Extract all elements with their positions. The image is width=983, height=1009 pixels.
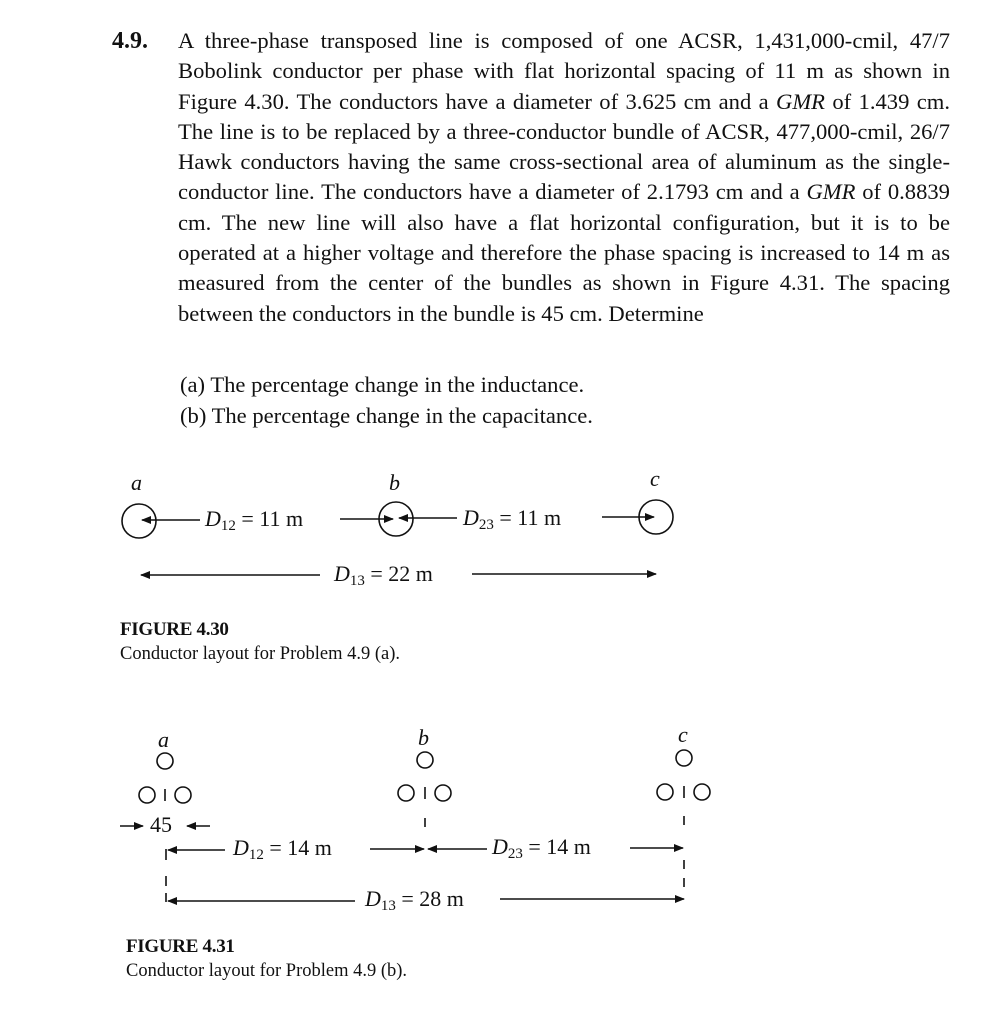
bundle-a-left	[139, 787, 155, 803]
d-symbol: D	[233, 835, 249, 860]
bundle-a-top	[157, 753, 173, 769]
d-subscript: 13	[349, 573, 365, 589]
problem-text-part: of 0.8839 cm. The new line will also have a flat horizontal configuration, but it is to be operated at a higher voltage and therefore the phase spacing is increased to 14 m as measured from the center of the bundles as shown in Figure 4.31. The spacing between the conductors in the bundle is 45 cm. Determine	[178, 179, 950, 326]
phase-label-b: b	[389, 470, 400, 495]
d-subscript: 12	[248, 847, 264, 863]
problem-number: 4.9.	[112, 28, 148, 54]
d-symbol: D	[492, 834, 508, 859]
bundle-a-right	[175, 787, 191, 803]
d-value: = 11 m	[499, 505, 562, 530]
d-subscript: 13	[380, 898, 396, 914]
conductor-a	[122, 504, 156, 538]
subquestion-a: (a) The percentage change in the inductance.	[180, 372, 585, 397]
d-subscript: 23	[507, 846, 523, 862]
d-value: = 14 m	[528, 834, 591, 859]
bundle-spacing-label: 45	[150, 812, 172, 837]
problem-text-part: A three-phase transposed line is composed of one ACSR, 1,431,000-cmil, 47/7 Bobolink conductor per phase with flat horizontal spacing of 11 m as shown in Figure 4.30. The conductors have a diameter of 3.625 cm and a	[178, 28, 950, 114]
bundle-b-left	[398, 785, 414, 801]
d-symbol: D	[205, 506, 221, 531]
gmr-term: GMR	[776, 88, 825, 114]
figure-430-title: FIGURE 4.30	[120, 619, 229, 640]
d-value: = 22 m	[370, 561, 433, 586]
phase-label-c: c	[650, 466, 660, 491]
d12-label	[205, 506, 303, 535]
d-symbol: D	[365, 886, 381, 911]
d12-label-b	[233, 835, 332, 864]
bundle-c-right	[694, 784, 710, 800]
bundle-c-left	[657, 784, 673, 800]
d-subscript: 23	[478, 517, 494, 533]
d-symbol: D	[463, 505, 479, 530]
figure-431-caption: Conductor layout for Problem 4.9 (b).	[126, 961, 408, 981]
d-value: = 11 m	[241, 506, 304, 531]
problem-text-part: of 1.439 cm. The line is to be replaced by a three-conductor bundle of ACSR, 477,000-cmil, 26/7 Hawk conductors having the same cross-sectional area of aluminum as the single-conductor line. The conductors have a diameter of 2.1793 cm and a	[178, 88, 950, 205]
bundle-b-top	[417, 752, 433, 768]
d13-label	[334, 561, 433, 590]
figure-430-caption: Conductor layout for Problem 4.9 (a).	[120, 644, 401, 664]
d23-label	[463, 505, 561, 534]
bundle-c-top	[676, 750, 692, 766]
figure-431-title: FIGURE 4.31	[126, 936, 235, 957]
d23-label-b	[492, 834, 591, 863]
bundle-label-a: a	[158, 727, 169, 752]
d-value: = 14 m	[269, 835, 332, 860]
bundle-label-c: c	[678, 722, 688, 747]
d-value: = 28 m	[401, 886, 464, 911]
gmr-term: GMR	[806, 179, 856, 205]
phase-label-a: a	[131, 470, 142, 495]
d-symbol: D	[334, 561, 350, 586]
bundle-label-b: b	[418, 725, 429, 750]
subquestion-b: (b) The percentage change in the capacitance.	[180, 403, 593, 428]
bundle-b-right	[435, 785, 451, 801]
d-subscript: 12	[220, 518, 236, 534]
d13-label-b	[365, 886, 464, 915]
